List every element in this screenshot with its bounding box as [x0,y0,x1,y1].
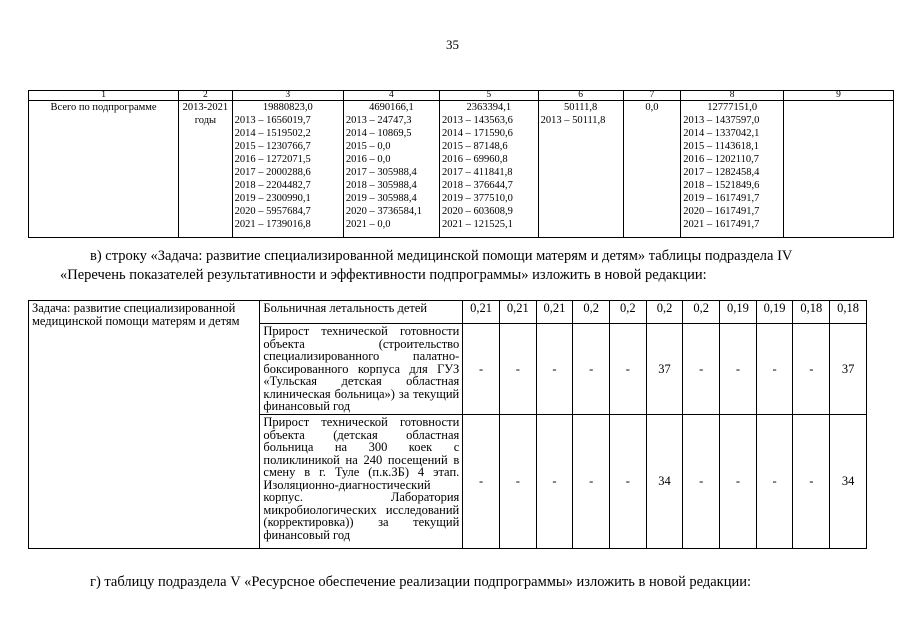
budget-value-line: 19880823,0 [262,102,313,113]
indicator-value: - [463,324,500,415]
budget-value-line: 2017 – 2000288,6 [234,167,311,178]
indicator-value: 0,21 [463,301,500,324]
budget-value-line: 2018 – 1521849,6 [683,180,760,191]
budget-value-line: 2019 – 377510,0 [441,193,513,204]
indicator-name: Прирост технической готовности объекта (строительство специализированного палатно-боксированного корпуса для ГУЗ «Тульская детская областная клиническая больница») за текущий финансовый год [260,324,463,415]
budget-value-line: 2363394,1 [466,102,512,113]
indicator-value: 37 [646,324,683,415]
budget-value-line: 2014 – 1519502,2 [234,128,311,139]
budget-header-row [29,91,894,101]
budget-col-3 [232,101,343,238]
budget-value-line: 2016 – 1202110,7 [683,154,760,165]
budget-value-line: 2018 – 305988,4 [345,180,417,191]
paragraph-v-line2: «Перечень показателей результативности и эффективности подпрограммы» изложить в новой редакции: [60,267,707,283]
budget-table [28,90,894,238]
budget-value-line: 2013 – 143563,6 [441,115,513,126]
task-cell: Задача: развитие специализированной медицинской помощи матерям и детям [29,301,260,549]
budget-value-line: 12777151,0 [707,102,758,113]
indicator-value: - [573,324,610,415]
indicator-value: - [536,324,573,415]
budget-value-line: 2021 – 1739016,8 [234,219,311,230]
indicator-name: Прирост технической готовности объекта (детская областная больница на 300 коек с поликлиникой на 240 посещений в смену в г. Туле (п.к.ЗБ) 4 этап. Изоляционно-диагностический корпус. Лаборатория микробиологических исследований (корректировка)) за текущий финансовый год [260,415,463,549]
indicator-value: - [720,415,757,549]
indicator-value: - [610,415,647,549]
budget-value-line: 2016 – 0,0 [345,154,391,165]
header-cell: 9 [783,91,893,101]
indicator-value: 34 [646,415,683,549]
header-cell: 6 [538,91,623,101]
budget-value-line: 2019 – 1617491,7 [683,193,760,204]
indicator-value: - [683,324,720,415]
budget-value-line: 2021 – 0,0 [345,219,391,230]
indicator-value: - [683,415,720,549]
budget-value-line: 2014 – 10869,5 [345,128,412,139]
indicator-value: - [793,324,830,415]
indicator-value: - [573,415,610,549]
indicator-value: 0,21 [499,301,536,324]
budget-value-line: 2015 – 0,0 [345,141,391,152]
paragraph-g: г) таблицу подраздела V «Ресурсное обеспечение реализации подпрограммы» изложить в новой редакции: [90,574,752,590]
budget-value-line: 2013 – 24747,3 [345,115,412,126]
budget-value-line: 2020 – 3736584,1 [345,206,422,217]
budget-value-line: 2017 – 1282458,4 [683,167,760,178]
indicator-value: 34 [830,415,867,549]
header-cell: 3 [232,91,343,101]
header-cell: 2 [179,91,233,101]
indicator-value: - [756,415,793,549]
indicator-value: - [536,415,573,549]
page-number: 35 [446,37,459,52]
budget-col-8 [681,101,784,238]
budget-value-line: 2013 – 1437597,0 [683,115,760,126]
indicator-value: 0,19 [756,301,793,324]
budget-total-row [29,101,894,238]
budget-value-line: 2014 – 1337042,1 [683,128,760,139]
budget-value-line: 2019 – 2300990,1 [234,193,311,204]
header-cell: 5 [439,91,538,101]
indicator-value: 0,21 [536,301,573,324]
header-cell: 4 [343,91,439,101]
indicator-value: - [793,415,830,549]
budget-value-line: 2014 – 171590,6 [441,128,513,139]
indicator-value: - [499,415,536,549]
indicator-value: 0,2 [573,301,610,324]
budget-value-line: 2015 – 1143618,1 [683,141,760,152]
indicator-value: - [499,324,536,415]
budget-col-5 [439,101,538,238]
indicator-name: Больничная летальность детей [260,301,463,324]
budget-value-line: 2016 – 1272071,5 [234,154,311,165]
budget-value-line: 2015 – 1230766,7 [234,141,311,152]
indicator-value: - [720,324,757,415]
budget-value-line: 2020 – 5957684,7 [234,206,311,217]
row-label: Всего по подпрограмме [29,101,179,238]
budget-value-line: 2016 – 69960,8 [441,154,508,165]
budget-value-line: 2017 – 305988,4 [345,167,417,178]
budget-value-line: 2017 – 411841,8 [441,167,513,178]
budget-value-line: 2020 – 603608,9 [441,206,513,217]
indicator-value: 0,2 [610,301,647,324]
indicator-value: - [610,324,647,415]
indicator-value: - [756,324,793,415]
indicator-value: 0,18 [830,301,867,324]
budget-value-line: 2013 – 1656019,7 [234,115,311,126]
budget-col-4 [343,101,439,238]
budget-value-line: 2020 – 1617491,7 [683,206,760,217]
indicator-value: 0,2 [683,301,720,324]
header-cell: 1 [29,91,179,101]
header-cell: 8 [681,91,784,101]
budget-value-line: 2019 – 305988,4 [345,193,417,204]
indicator-value: 0,19 [720,301,757,324]
indicator-row [29,301,867,324]
indicator-value: 0,2 [646,301,683,324]
indicators-table [28,300,867,549]
indicator-value: - [463,415,500,549]
indicator-value: 37 [830,324,867,415]
budget-value-line: 2021 – 1617491,7 [683,219,760,230]
budget-col-9 [783,101,893,238]
indicator-value: 0,18 [793,301,830,324]
budget-col-6 [538,101,623,238]
budget-value-line: 2015 – 87148,6 [441,141,508,152]
budget-value-line: 50111,8 [563,102,598,113]
budget-value-line: 2013 – 50111,8 [540,115,606,126]
years-label: 2013-2021 годы [179,101,233,238]
budget-value-line: 2021 – 121525,1 [441,219,513,230]
budget-value-line: 2018 – 2204482,7 [234,180,311,191]
budget-value-line: 2018 – 376644,7 [441,180,513,191]
paragraph-v-line1: в) строку «Задача: развитие специализированной медицинской помощи матерям и детям» таблицы подраздела IV [90,248,793,264]
header-cell: 7 [623,91,681,101]
budget-value-line: 4690166,1 [369,102,414,113]
budget-col-7: 0,0 [623,101,681,238]
